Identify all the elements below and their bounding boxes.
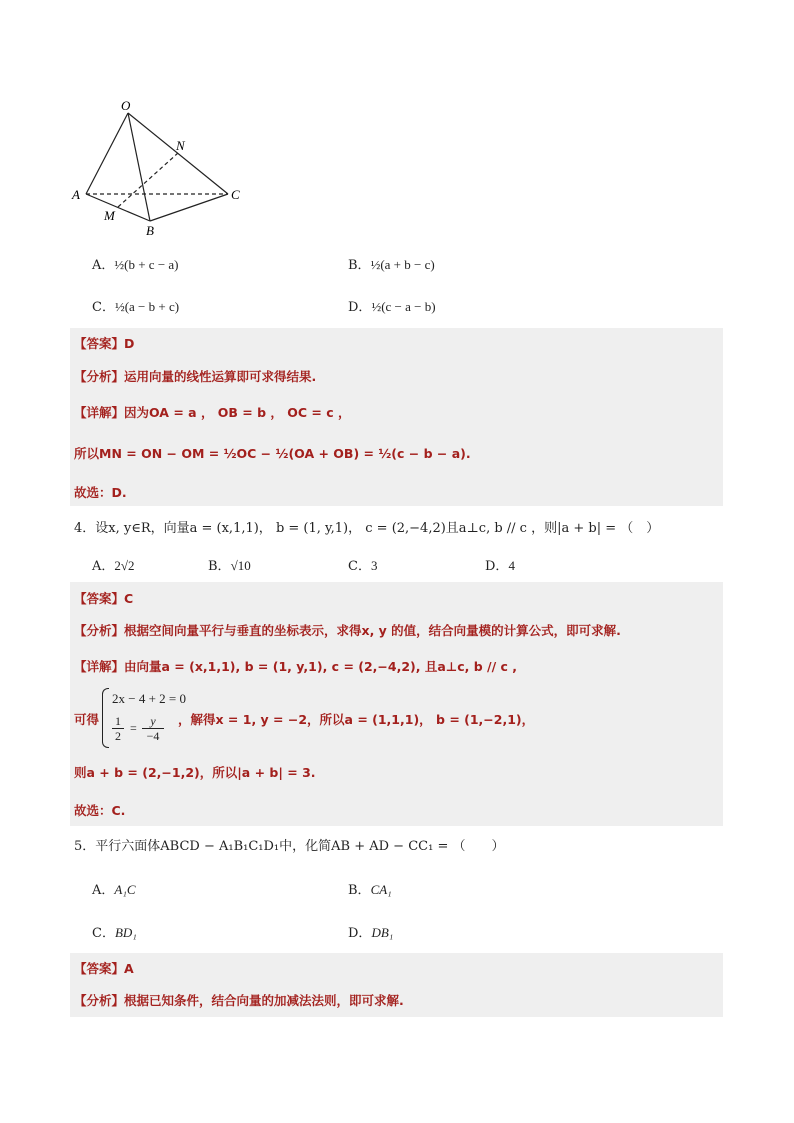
- tetrahedron-figure: [68, 95, 258, 240]
- q4-eq2-lhs-den: 2: [115, 729, 121, 743]
- q3-conclusion: 故选：D.: [74, 485, 127, 500]
- q5-option-c[interactable]: C．BD₁: [92, 925, 137, 941]
- label-O: O: [121, 98, 131, 113]
- q4-option-b[interactable]: B．√10: [208, 558, 251, 574]
- q4-system-suffix: ，解得x = 1, y = −2，所以a = (1,1,1)， b = (1,−2,1)，: [178, 712, 535, 727]
- q4-eq2-rhs-den: −4: [146, 729, 160, 743]
- q3-answer: 【答案】D: [74, 336, 135, 351]
- edge-AB: [86, 194, 150, 221]
- q4-detail-line3: 则a + b = (2,−1,2)，所以|a + b| = 3.: [74, 765, 316, 780]
- q5-option-b[interactable]: B．CA₁: [348, 882, 392, 898]
- q4-stem: 4．设x, y∈R，向量a = (x,1,1)， b = (1, y,1)， c = (2,−4,2)且a⊥c, b // c ，则|a + b| = （ ）: [74, 521, 660, 536]
- q4-eq2-lhs-num: 1: [115, 714, 121, 728]
- q5-option-d[interactable]: D．DB₁: [348, 925, 394, 941]
- q4-system-brace: [102, 688, 109, 748]
- q3-analysis: 【分析】运用向量的线性运算即可求得结果.: [74, 369, 317, 384]
- q3-option-c[interactable]: C．½(a − b + c): [92, 299, 180, 315]
- label-N: N: [176, 138, 185, 153]
- q3-option-b[interactable]: B．½(a + b − c): [348, 257, 435, 273]
- label-M: M: [104, 208, 115, 223]
- edge-OB: [128, 113, 150, 221]
- edge-BC: [150, 194, 228, 221]
- q5-option-a[interactable]: A．A₁C: [92, 882, 136, 898]
- q4-detail-line1: 【详解】由向量a = (x,1,1), b = (1, y,1), c = (2,−4,2), 且a⊥c, b // c ,: [74, 659, 518, 674]
- q4-answer: 【答案】C: [74, 591, 134, 606]
- q4-eq2-mid: =: [130, 721, 137, 735]
- q4-conclusion: 故选：C.: [74, 803, 126, 818]
- q5-answer: 【答案】A: [74, 961, 134, 976]
- segment-MN-hidden: [118, 153, 178, 207]
- q3-detail-line1: 【详解】因为OA = a ， OB = b ， OC = c ，: [74, 405, 351, 420]
- q4-system-eq1: 2x − 4 + 2 = 0: [112, 691, 186, 706]
- label-B: B: [146, 223, 154, 238]
- edge-OA: [86, 113, 128, 194]
- q4-option-c[interactable]: C．3: [348, 558, 378, 574]
- label-A: A: [72, 187, 80, 202]
- q4-option-a[interactable]: A．2√2: [92, 558, 135, 574]
- q4-option-d[interactable]: D．4: [485, 558, 515, 574]
- q3-detail-line2: 所以MN = ON − OM = ½OC − ½(OA + OB) = ½(c − b − a).: [74, 446, 471, 461]
- q4-eq2-rhs-num: y: [150, 714, 156, 728]
- q3-option-a[interactable]: A．½(b + c − a): [92, 257, 179, 273]
- q4-system-prefix: 可得: [74, 712, 100, 727]
- q5-stem: 5．平行六面体ABCD − A₁B₁C₁D₁中，化简AB + AD − CC₁ = （ ）: [74, 839, 505, 854]
- label-C: C: [231, 187, 240, 202]
- q4-analysis: 【分析】根据空间向量平行与垂直的坐标表示，求得x, y 的值，结合向量模的计算公式，即可求解.: [74, 623, 621, 638]
- q5-analysis: 【分析】根据已知条件，结合向量的加减法法则，即可求解.: [74, 993, 404, 1008]
- q3-option-d[interactable]: D．½(c − a − b): [348, 299, 436, 315]
